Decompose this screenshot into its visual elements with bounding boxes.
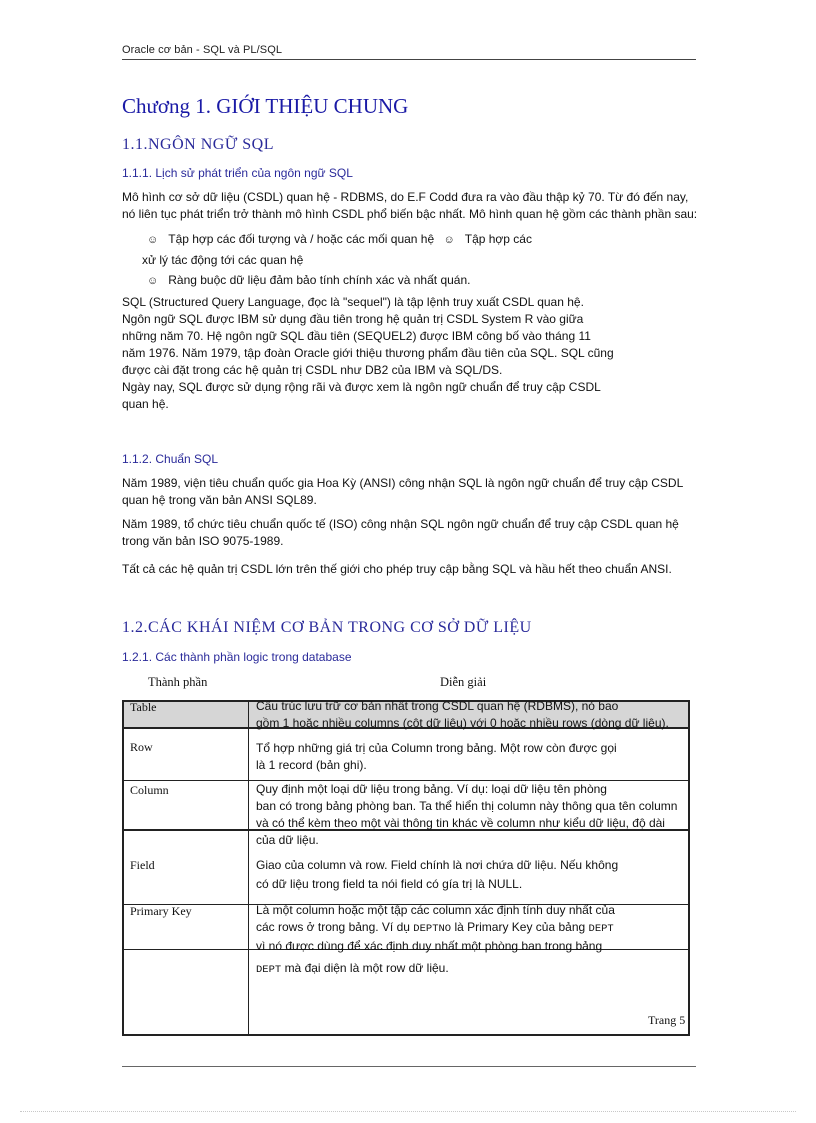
text-line: Giao của column và row. Field chính là nơi chứa dữ liệu. Nếu không [256, 858, 619, 872]
header-rule [122, 59, 696, 60]
text-line: nó liên tục phát triển trở thành mô hình CSDL phổ biến bậc nhất. Mô hình quan hệ gồm các thành phần sau: [122, 207, 698, 221]
text-line: có dữ liệu trong field ta nói field có gía trị là NULL. [256, 877, 523, 891]
cell-name-field: Field [130, 858, 155, 872]
cell-desc-row [256, 740, 688, 774]
section-title-1-2: 1.2.CÁC KHÁI NIỆM CƠ BẢN TRONG CƠ SỞ DỮ LIỆU [122, 619, 532, 636]
cell-name-primary-key: Primary Key [130, 904, 192, 918]
cell-desc-column [256, 781, 688, 849]
text-line: năm 1976. Năm 1979, tập đoàn Oracle giới thiệu thương phẩm đầu tiên của SQL. SQL cũng [122, 346, 614, 360]
paragraph-rdbms [122, 189, 722, 223]
chapter-title: Chương 1. GIỚI THIỆU CHUNG [122, 94, 409, 118]
text-line [256, 960, 688, 979]
text-line: gồm 1 hoặc nhiều columns (cột dữ liệu) với 0 hoặc nhiều rows (dòng dữ liệu). [256, 716, 669, 730]
table-border [122, 1034, 690, 1036]
paragraph-sql-history [122, 294, 722, 413]
cell-name-table: Table [130, 700, 157, 714]
list-item [147, 231, 707, 249]
table-border [688, 700, 690, 1036]
text-line: những năm 70. Hệ ngôn ngữ SQL đầu tiên (SEQUEL2) được IBM công bố vào tháng 11 [122, 329, 591, 343]
list-item [147, 272, 707, 290]
list-item-text: xử lý tác động tới các quan hệ [142, 253, 304, 267]
text-line: vì nó được dùng để xác định duy nhất một phòng ban trong bảng [256, 939, 603, 953]
text-line: là 1 record (bản ghi). [256, 758, 367, 772]
text-line: SQL (Structured Query Language, đọc là "sequel") là tập lệnh truy xuất CSDL quan hệ. [122, 295, 584, 309]
code-deptno: DEPTNO [413, 923, 452, 935]
text-line: ban có trong bảng phòng ban. Ta thể hiển thị column này thông qua tên column [256, 799, 678, 813]
paragraph-ansi [122, 475, 722, 509]
column-header-component: Thành phần [148, 675, 208, 689]
text-line: và có thể kèm theo một vài thông tin khác về column như kiểu dữ liệu, độ dài [256, 816, 665, 830]
page-number: Trang 5 [648, 1013, 686, 1027]
subsection-title-1-1-2: 1.1.2. Chuẩn SQL [122, 452, 219, 466]
text-line: Ngôn ngữ SQL được IBM sử dụng đầu tiên trong hệ quản trị CSDL System R vào giữa [122, 312, 584, 326]
code-dept: DEPT [256, 964, 282, 976]
text-fragment: là Primary Key của bảng [454, 920, 586, 934]
running-header: Oracle cơ bản - SQL và PL/SQL [122, 44, 283, 56]
column-header-description: Diễn giải [440, 675, 487, 689]
paragraph-iso [122, 516, 722, 550]
smiley-bullet-icon: ☺ [147, 234, 159, 246]
text-line: Tổ hợp những giá trị của Column trong bảng. Một row còn được gọi [256, 741, 617, 755]
paragraph-all-rdbms: Tất cả các hệ quản trị CSDL lớn trên thế giới cho phép truy cập bằng SQL và hầu hết theo chuẩn ANSI. [122, 562, 672, 576]
text-line: Cấu trúc lưu trữ cơ bản nhất trong CSDL quan hệ (RDBMS), nó bao [256, 699, 619, 713]
text-line [256, 919, 688, 938]
text-line: Năm 1989, viện tiêu chuẩn quốc gia Hoa Kỳ (ANSI) công nhận SQL là ngôn ngữ chuẩn để truy cập CSDL [122, 476, 684, 490]
text-fragment: mà đại diện là một row dữ liệu. [284, 961, 449, 975]
table-border [122, 700, 124, 1036]
subsection-title-1-1-1: 1.1.1. Lịch sử phát triển của ngôn ngữ SQL [122, 166, 353, 180]
smiley-bullet-icon: ☺ [443, 234, 455, 246]
text-line: Quy định một loại dữ liệu trong bảng. Ví dụ: loại dữ liệu tên phòng [256, 782, 607, 796]
code-dept: DEPT [588, 923, 614, 935]
subsection-title-1-2-1: 1.2.1. Các thành phần logic trong database [122, 650, 352, 664]
cell-desc-table [256, 698, 688, 732]
page-edge-dots [20, 1111, 796, 1113]
table-border [248, 700, 249, 1036]
text-line: được cài đặt trong các hệ quản trị CSDL như DB2 của IBM và SQL/DS. [122, 363, 503, 377]
text-line: trong văn bản ISO 9075-1989. [122, 534, 284, 548]
text-line: quan hệ trong văn bản ANSI SQL89. [122, 493, 317, 507]
bullet-list [142, 231, 707, 290]
smiley-bullet-icon: ☺ [147, 275, 159, 287]
text-line: Ngày nay, SQL được sử dụng rộng rãi và được xem là ngôn ngữ chuẩn để truy cập CSDL [122, 380, 601, 394]
list-item-text: Tập hợp các đối tượng và / hoặc các mối quan hệ [168, 232, 435, 246]
cell-name-column: Column [130, 783, 169, 797]
text-fragment: các rows ở trong bảng. Ví dụ [256, 920, 410, 934]
cell-name-row: Row [130, 740, 153, 754]
list-item-text: Tập hợp các [464, 232, 532, 246]
cell-desc-primary-key [256, 902, 688, 979]
text-line: Là một column hoặc một tập các column xác định tính duy nhất của [256, 903, 615, 917]
cell-desc-field [256, 857, 688, 893]
text-line: quan hệ. [122, 397, 169, 411]
section-title-1-1: 1.1.NGÔN NGỮ SQL [122, 136, 274, 153]
text-line: của dữ liệu. [256, 833, 319, 847]
text-line: Năm 1989, tổ chức tiêu chuẩn quốc tế (ISO) công nhận SQL ngôn ngữ chuẩn để truy cập CSDL quan hệ [122, 517, 679, 531]
text-line: Mô hình cơ sở dữ liệu (CSDL) quan hệ - RDBMS, do E.F Codd đưa ra vào đầu thập kỷ 70. Từ đó đến nay, [122, 190, 689, 204]
footer-rule [122, 1066, 696, 1067]
list-item-text: Ràng buộc dữ liệu đảm bảo tính chính xác và nhất quán. [168, 273, 471, 287]
